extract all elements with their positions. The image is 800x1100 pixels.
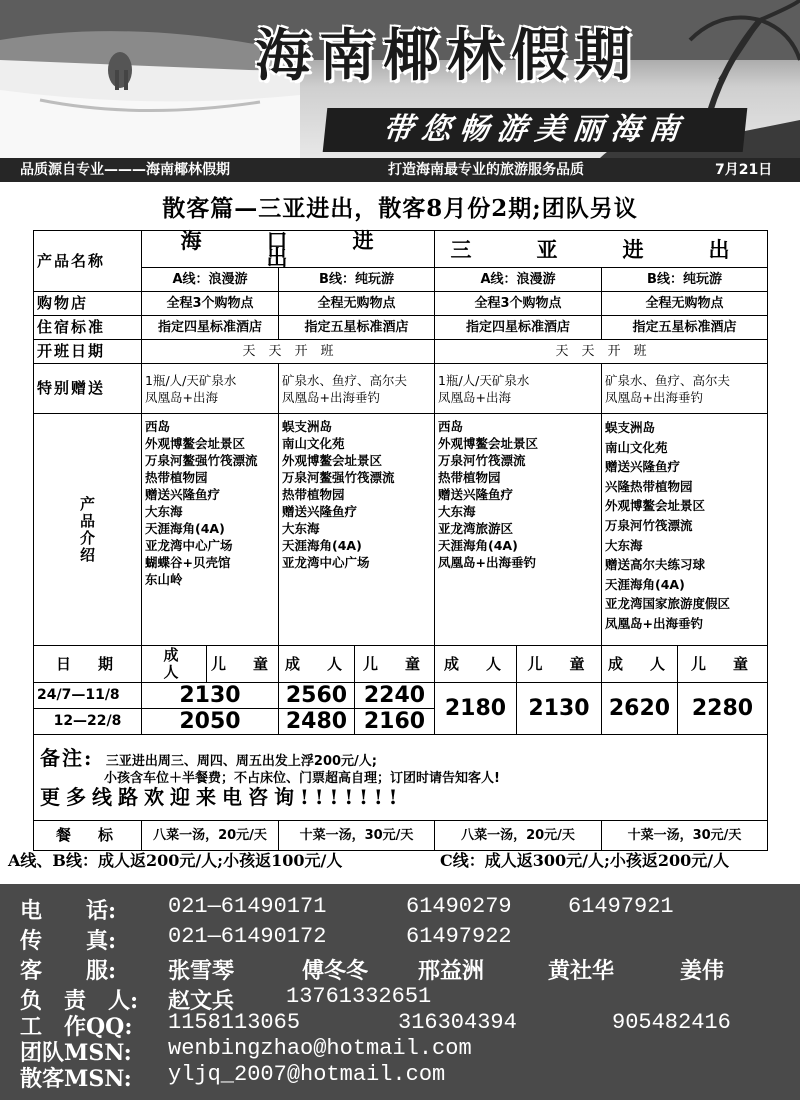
notes-text-1: 三亚进出周三、周四、周五出发上浮200元/人; bbox=[105, 753, 378, 769]
intro-item: 赠送兴隆鱼疗 bbox=[438, 487, 514, 502]
intro-item: 亚龙湾旅游区 bbox=[438, 521, 514, 536]
intro-sanya-b bbox=[602, 414, 768, 646]
intro-item: 蝴蝶谷+贝壳馆 bbox=[145, 555, 231, 570]
period-2: 12—22/8 bbox=[34, 709, 142, 735]
contact-section bbox=[0, 884, 800, 1100]
label-gifts: 特别赠送 bbox=[34, 364, 142, 414]
price-header-child: 儿 童 bbox=[207, 646, 279, 683]
price-sanya-a-adult: 2180 bbox=[435, 683, 517, 735]
intro-item: 天涯海角(4A) bbox=[438, 538, 518, 553]
intro-item: 南山文化苑 bbox=[282, 436, 345, 451]
phone-label: 电 话: bbox=[20, 898, 117, 924]
intro-item: 外观博鳌会址景区 bbox=[282, 453, 383, 468]
service-name: 黄社华 bbox=[548, 958, 615, 984]
label-product-name: 产品名称 bbox=[34, 231, 142, 292]
gift-item: 矿泉水、鱼疗、高尔夫 bbox=[282, 372, 408, 388]
notes-text-2: 小孩含车位＋半餐费；不占床位、门票超高自理；订团时请告知客人! bbox=[104, 770, 500, 786]
price-header-child: 儿 童 bbox=[678, 646, 768, 683]
intro-haikou-a bbox=[142, 414, 279, 646]
line-sanya-b: B线：纯玩游 bbox=[602, 268, 768, 292]
qq-label: 工 作QQ: bbox=[20, 1014, 133, 1040]
intro-item: 天涯海角(4A) bbox=[605, 576, 685, 592]
product-table bbox=[33, 230, 768, 851]
notes-line-1 bbox=[40, 745, 761, 770]
intro-item: 西岛 bbox=[438, 419, 464, 434]
intro-item: 亚龙湾国家旅游度假区 bbox=[605, 596, 731, 612]
price-sanya-a-child: 2130 bbox=[517, 683, 602, 735]
intro-item: 凤凰岛+出海垂钓 bbox=[605, 615, 703, 631]
service-name: 邢益洲 bbox=[418, 958, 485, 984]
rebate-c: C线：成人返300元/人;小孩返200元/人 bbox=[440, 851, 730, 870]
price-header-adult: 成 人 bbox=[279, 646, 355, 683]
group-msn-address: wenbingzhao@hotmail.com bbox=[168, 1036, 472, 1061]
intro-item: 凤凰岛+出海垂钓 bbox=[438, 555, 536, 570]
gifts-sanya-b bbox=[602, 364, 768, 414]
hotel-haikou-b: 指定五星标准酒店 bbox=[279, 316, 435, 340]
manager-name: 赵文兵 bbox=[168, 988, 235, 1014]
meal-sanya-a: 八菜一汤，20元/天 bbox=[435, 821, 602, 851]
label-date: 日 期 bbox=[34, 646, 142, 683]
line-haikou-b: B线：纯玩游 bbox=[279, 268, 435, 292]
intro-item: 外观博鳌会址景区 bbox=[438, 436, 539, 451]
intro-item: 亚龙湾中心广场 bbox=[282, 555, 370, 570]
tagline-left: 品质源自专业———海南椰林假期 bbox=[20, 162, 230, 178]
fax-number: 021—61490172 bbox=[168, 924, 327, 949]
gift-item: 1瓶/人/天矿泉水 bbox=[145, 372, 237, 388]
manager-label: 负 责 人: bbox=[20, 988, 139, 1014]
intro-item: 天涯海角(4A) bbox=[282, 538, 362, 553]
schedule-haikou: 天 天 开 班 bbox=[142, 340, 435, 364]
qq-number: 316304394 bbox=[398, 1010, 517, 1035]
line-haikou-a: A线：浪漫游 bbox=[142, 268, 279, 292]
intro-item: 万泉河竹筏漂流 bbox=[605, 517, 693, 533]
intro-item: 大东海 bbox=[145, 504, 183, 519]
more-routes-callout: 更多线路欢迎来电咨询!!!!!!! bbox=[40, 784, 404, 809]
intro-item: 西岛 bbox=[145, 419, 171, 434]
notes-section bbox=[34, 735, 768, 821]
tagline-strip bbox=[0, 158, 800, 182]
price-haikou-b-adult-p1: 2560 bbox=[279, 683, 355, 709]
gifts-haikou-a bbox=[142, 364, 279, 414]
intro-item: 热带植物园 bbox=[282, 487, 345, 502]
schedule-sanya: 天 天 开 班 bbox=[435, 340, 768, 364]
service-label: 客 服: bbox=[20, 958, 117, 984]
intro-haikou-b bbox=[279, 414, 435, 646]
price-header-adult: 成 人 bbox=[435, 646, 517, 683]
intro-item: 赠送兴隆鱼疗 bbox=[145, 487, 221, 502]
period-1: 24/7—11/8 bbox=[34, 683, 142, 709]
price-haikou-b-adult-p2: 2480 bbox=[279, 709, 355, 735]
shopping-sanya-a: 全程3个购物点 bbox=[435, 292, 602, 316]
intro-sanya-a bbox=[435, 414, 602, 646]
shopping-haikou-a: 全程3个购物点 bbox=[142, 292, 279, 316]
gift-item: 凤凰岛+出海垂钓 bbox=[605, 389, 703, 405]
line-sanya-a: A线：浪漫游 bbox=[435, 268, 602, 292]
group-msn-label: 团队MSN: bbox=[20, 1040, 132, 1066]
meal-haikou-b: 十菜一汤，30元/天 bbox=[279, 821, 435, 851]
intro-item: 天涯海角(4A) bbox=[145, 521, 225, 536]
price-haikou-b-child-p2: 2160 bbox=[355, 709, 435, 735]
gift-item: 凤凰岛+出海 bbox=[145, 389, 218, 405]
qq-number: 905482416 bbox=[612, 1010, 731, 1035]
service-name: 姜伟 bbox=[680, 958, 725, 984]
fit-msn-label: 散客MSN: bbox=[20, 1066, 132, 1092]
intro-label-char: 介 bbox=[79, 528, 95, 547]
hotel-sanya-b: 指定五星标准酒店 bbox=[602, 316, 768, 340]
phone-number: 61497921 bbox=[568, 894, 674, 919]
intro-item: 赠送高尔夫练习球 bbox=[605, 557, 706, 573]
price-haikou-b-child-p1: 2240 bbox=[355, 683, 435, 709]
price-haikou-a-p1: 2130 bbox=[142, 683, 279, 709]
meal-haikou-a: 八菜一汤，20元/天 bbox=[142, 821, 279, 851]
shopping-sanya-b: 全程无购物点 bbox=[602, 292, 768, 316]
price-header-child: 儿 童 bbox=[355, 646, 435, 683]
qq-number: 1158113065 bbox=[168, 1010, 301, 1035]
intro-label-char: 品 bbox=[79, 511, 95, 530]
intro-item: 外观博鳌会址景区 bbox=[605, 498, 706, 514]
intro-item: 万泉河竹筏漂流 bbox=[438, 453, 526, 468]
brand-title: 海南椰林假期 bbox=[255, 23, 639, 89]
label-shopping: 购物店 bbox=[34, 292, 142, 316]
fax-label: 传 真: bbox=[20, 928, 117, 954]
label-meal: 餐 标 bbox=[34, 821, 142, 851]
page-headline: 散客篇—三亚进出，散客8月份2期;团队另议 bbox=[162, 195, 638, 222]
gift-item: 凤凰岛+出海 bbox=[438, 389, 511, 405]
intro-item: 大东海 bbox=[282, 521, 320, 536]
phone-number: 61490279 bbox=[406, 894, 512, 919]
gift-item: 矿泉水、鱼疗、高尔夫 bbox=[605, 372, 731, 388]
intro-item: 大东海 bbox=[605, 537, 643, 553]
service-name: 张雪琴 bbox=[168, 958, 235, 984]
shopping-haikou-b: 全程无购物点 bbox=[279, 292, 435, 316]
intro-item: 蜈支洲岛 bbox=[282, 419, 333, 434]
gifts-haikou-b bbox=[279, 364, 435, 414]
header-banner bbox=[0, 0, 800, 158]
label-intro bbox=[34, 414, 142, 646]
notes-title: 备注: bbox=[40, 745, 94, 770]
label-hotel: 住宿标准 bbox=[34, 316, 142, 340]
intro-item: 南山文化苑 bbox=[605, 439, 668, 455]
price-header-adult: 成 人 bbox=[142, 646, 207, 683]
tagline-date: 7月21日 bbox=[715, 162, 773, 178]
hotel-sanya-a: 指定四星标准酒店 bbox=[435, 316, 602, 340]
gift-item: 1瓶/人/天矿泉水 bbox=[438, 372, 530, 388]
intro-item: 东山岭 bbox=[145, 572, 183, 587]
fax-number: 61497922 bbox=[406, 924, 512, 949]
price-header-child: 儿 童 bbox=[517, 646, 602, 683]
intro-label-char: 绍 bbox=[79, 545, 95, 564]
intro-item: 亚龙湾中心广场 bbox=[145, 538, 233, 553]
intro-item: 大东海 bbox=[438, 504, 476, 519]
intro-label-char: 产 bbox=[79, 494, 95, 513]
price-haikou-a-p2: 2050 bbox=[142, 709, 279, 735]
manager-phone: 13761332651 bbox=[286, 984, 432, 1009]
phone-number: 021—61490171 bbox=[168, 894, 327, 919]
intro-item: 蜈支洲岛 bbox=[605, 420, 656, 435]
intro-item: 赠送兴隆鱼疗 bbox=[282, 504, 358, 519]
meal-sanya-b: 十菜一汤，30元/天 bbox=[602, 821, 768, 851]
label-schedule: 开班日期 bbox=[34, 340, 142, 364]
price-header-adult: 成 人 bbox=[602, 646, 678, 683]
intro-item: 兴隆热带植物园 bbox=[605, 478, 693, 494]
intro-item: 热带植物园 bbox=[145, 470, 208, 485]
brand-slogan: 带您畅游美丽海南 bbox=[323, 108, 748, 152]
gift-item: 凤凰岛+出海垂钓 bbox=[282, 389, 380, 405]
tagline-middle: 打造海南最专业的旅游服务品质 bbox=[388, 162, 584, 178]
product-table-wrapper bbox=[33, 230, 767, 851]
service-name: 傅冬冬 bbox=[302, 958, 369, 984]
intro-item: 赠送兴隆鱼疗 bbox=[605, 459, 681, 475]
intro-item: 万泉河鳌强竹筏漂流 bbox=[145, 453, 258, 468]
rebate-ab: A线、B线：成人返200元/人;小孩返100元/人 bbox=[8, 851, 343, 870]
price-sanya-b-adult: 2620 bbox=[602, 683, 678, 735]
intro-item: 外观博鳌会址景区 bbox=[145, 436, 246, 451]
gifts-sanya-a bbox=[435, 364, 602, 414]
price-sanya-b-child: 2280 bbox=[678, 683, 768, 735]
intro-item: 万泉河鳌强竹筏漂流 bbox=[282, 470, 395, 485]
hotel-haikou-a: 指定四星标准酒店 bbox=[142, 316, 279, 340]
fit-msn-address: yljq_2007@hotmail.com bbox=[168, 1062, 446, 1087]
area-sanya: 三 亚 进 出 bbox=[435, 231, 768, 268]
area-haikou: 海 口 进 出 bbox=[142, 231, 435, 268]
intro-item: 热带植物园 bbox=[438, 470, 501, 485]
